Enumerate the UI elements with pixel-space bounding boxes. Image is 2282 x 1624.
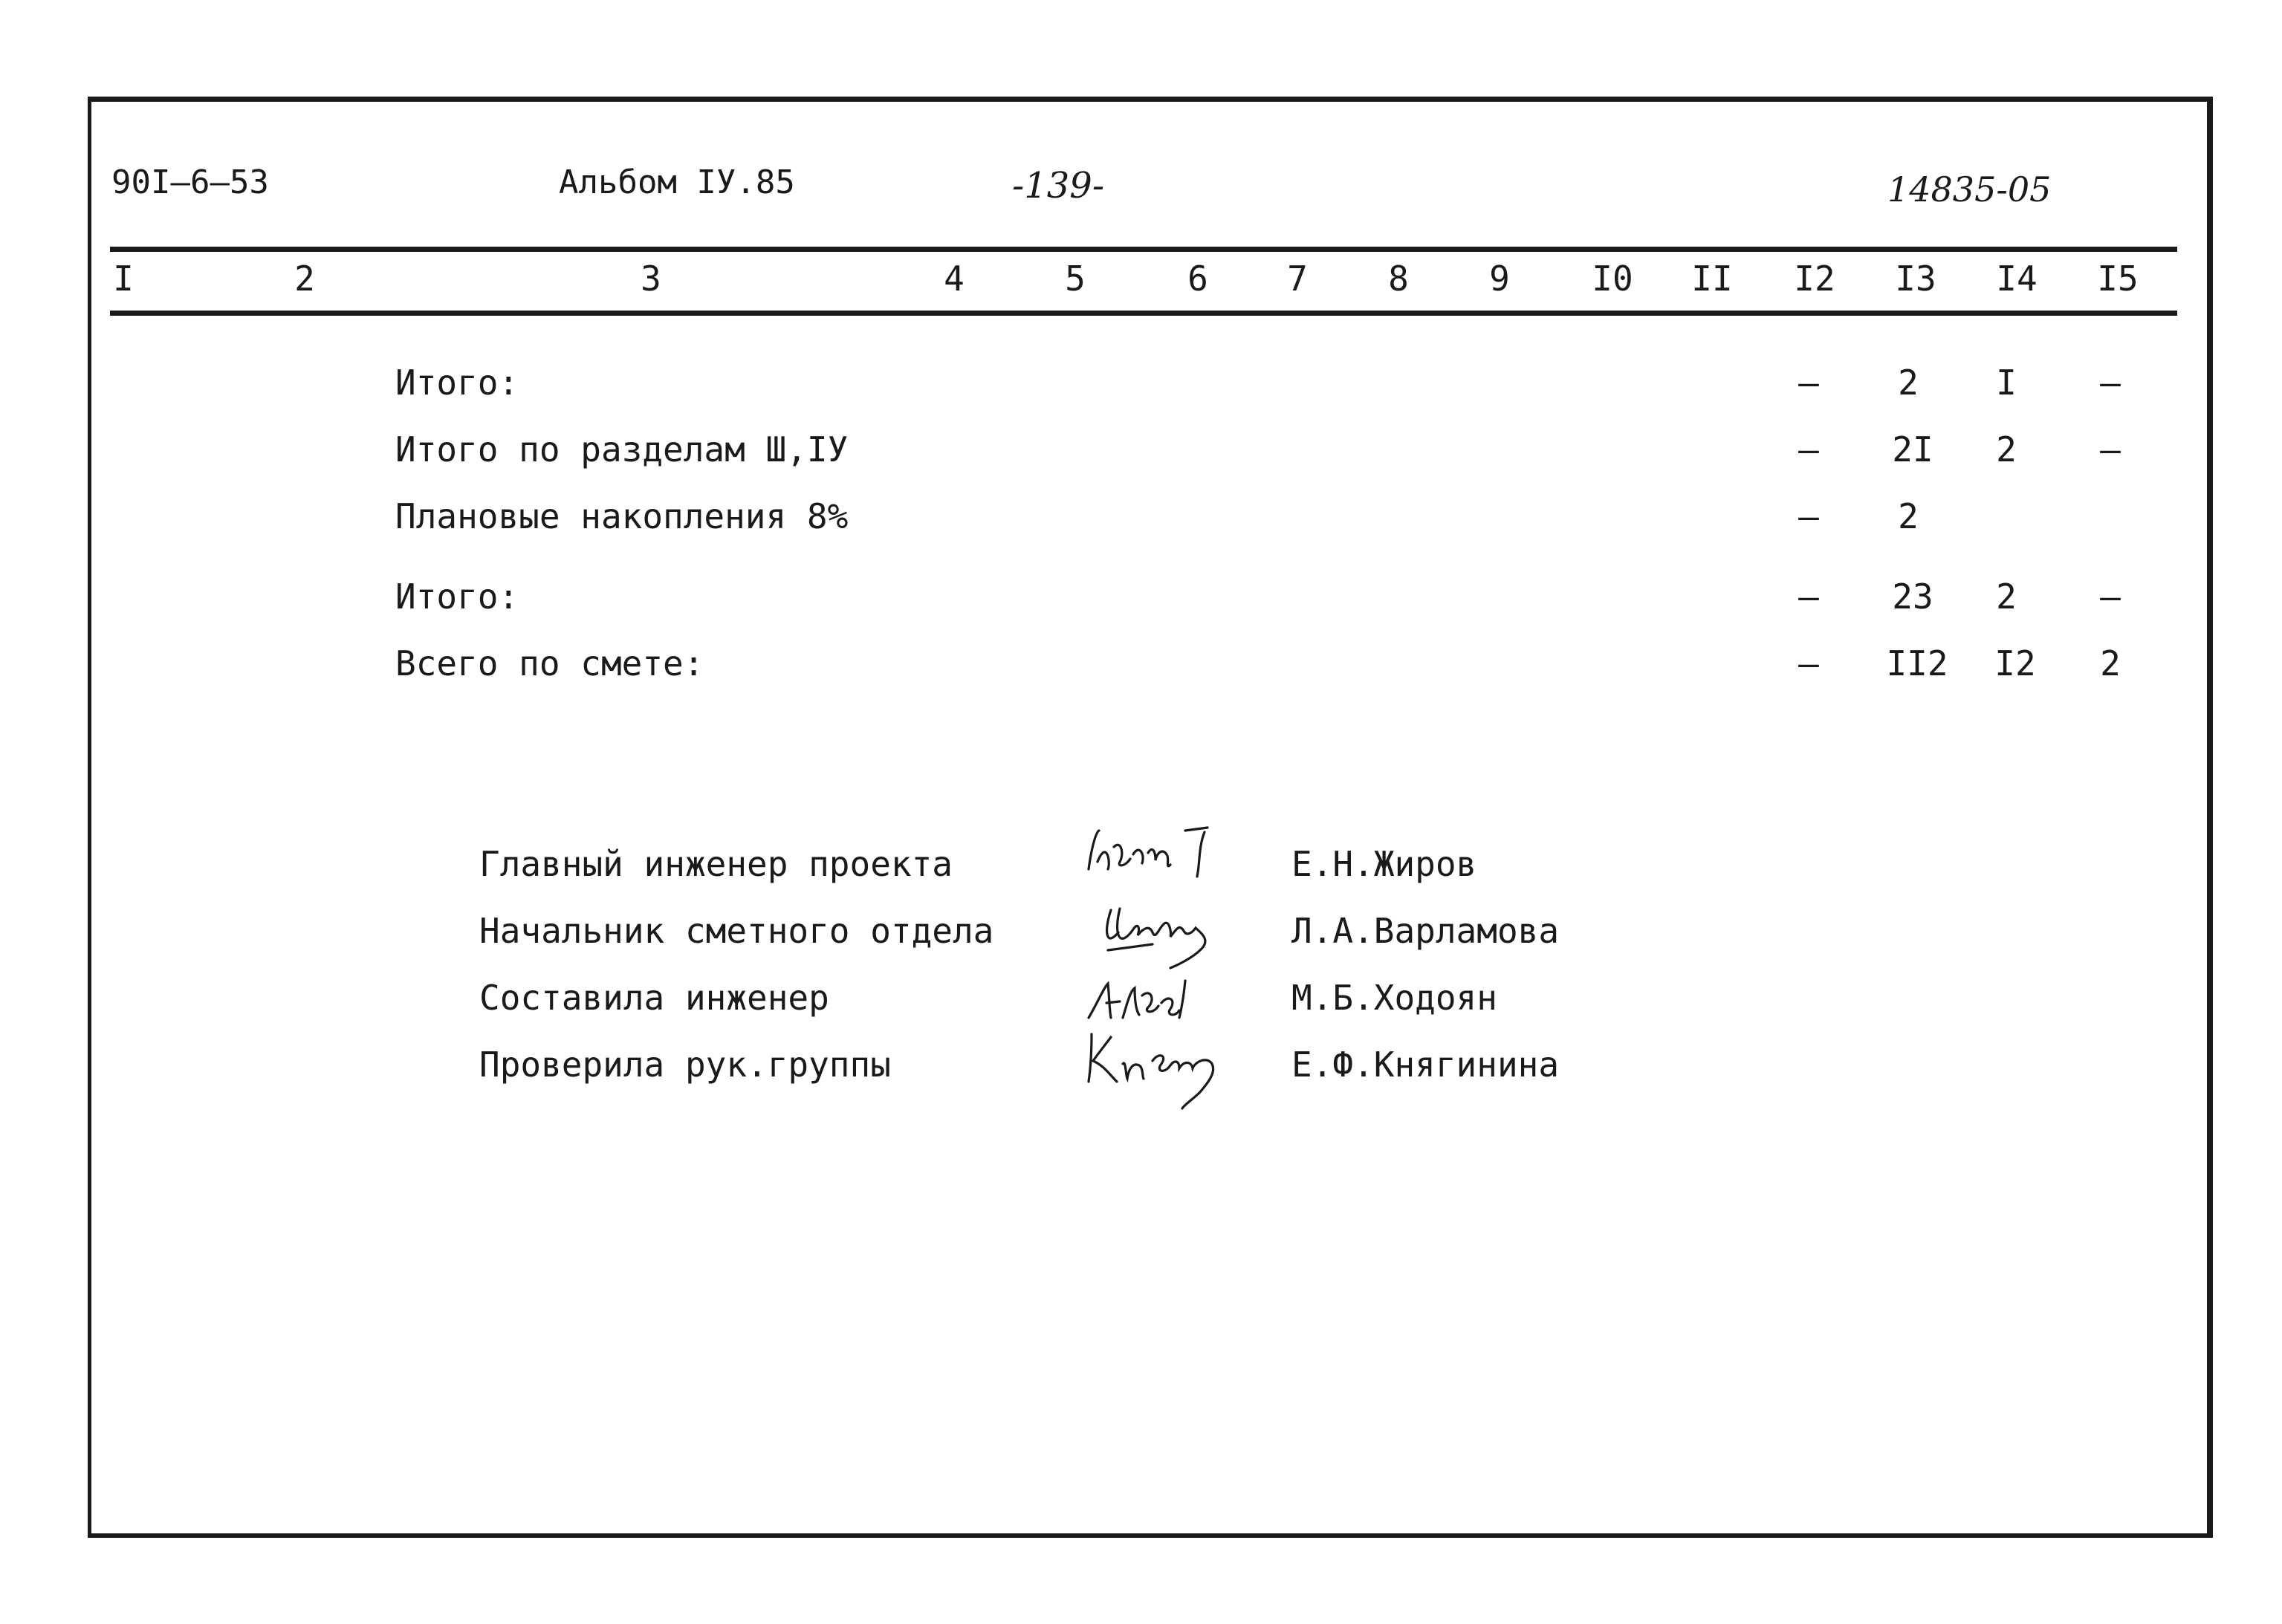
page-number: -139- — [1012, 165, 1105, 207]
handwritten-signature — [1081, 1019, 1274, 1101]
column-number: 9 — [1489, 259, 1510, 299]
row-label: Плановые накопления 8% — [395, 496, 849, 536]
cell-col12: – — [1798, 496, 1819, 536]
signature-role: Составила инженер — [479, 978, 829, 1018]
column-number: 2 — [294, 259, 315, 299]
column-number: I0 — [1592, 259, 1633, 299]
column-number: 7 — [1287, 259, 1308, 299]
column-number: II — [1691, 259, 1733, 299]
row-label: Итого: — [395, 363, 519, 403]
signature-name: Е.Ф.Княгинина — [1291, 1045, 1560, 1085]
handwritten-signature — [1081, 888, 1274, 969]
cell-col13: 2 — [1898, 363, 1919, 403]
column-number: I — [113, 259, 134, 299]
signature-name: Е.Н.Жиров — [1291, 844, 1477, 884]
column-number: I4 — [1996, 259, 2038, 299]
header-rule-top — [110, 247, 2177, 252]
cell-col15: – — [2100, 429, 2121, 470]
cell-col14: I — [1996, 363, 2017, 403]
cell-col15: – — [2100, 576, 2121, 617]
signature-name: М.Б.Ходоян — [1291, 978, 1497, 1018]
column-number: I3 — [1895, 259, 1936, 299]
row-label: Всего по смете: — [395, 643, 704, 683]
column-number: I2 — [1794, 259, 1835, 299]
cell-col15: 2 — [2100, 643, 2121, 683]
cell-col15: – — [2100, 363, 2121, 403]
document-code: 90I–6–53 — [111, 163, 269, 201]
cell-col14: I2 — [1994, 643, 2036, 683]
column-number: 4 — [944, 259, 965, 299]
signature-role: Проверила рук.группы — [479, 1045, 891, 1085]
row-label: Итого: — [395, 576, 519, 617]
column-number: 6 — [1187, 259, 1208, 299]
signature-name: Л.А.Варламова — [1291, 911, 1560, 951]
cell-col13: 23 — [1892, 576, 1933, 617]
signature-role: Главный инженер проекта — [479, 844, 953, 884]
cell-col14: 2 — [1996, 429, 2017, 470]
cell-col13: II2 — [1886, 643, 1948, 683]
cell-col12: – — [1798, 429, 1819, 470]
column-number: 8 — [1388, 259, 1409, 299]
handwritten-signature — [1081, 817, 1274, 899]
cell-col12: – — [1798, 576, 1819, 617]
cell-col14: 2 — [1996, 576, 2017, 617]
column-number: 5 — [1065, 259, 1086, 299]
column-number: I5 — [2097, 259, 2139, 299]
signature-role: Начальник сметного отдела — [479, 911, 994, 951]
cell-col12: – — [1798, 643, 1819, 683]
document-number: 14835-05 — [1887, 169, 2052, 210]
row-label: Итого по разделам Ш,IУ — [395, 429, 849, 470]
header-rule-bottom — [110, 311, 2177, 316]
cell-col12: – — [1798, 363, 1819, 403]
album-title: Альбом IУ.85 — [559, 163, 795, 201]
cell-col13: 2 — [1898, 496, 1919, 536]
column-number: 3 — [641, 259, 661, 299]
cell-col13: 2I — [1892, 429, 1933, 470]
